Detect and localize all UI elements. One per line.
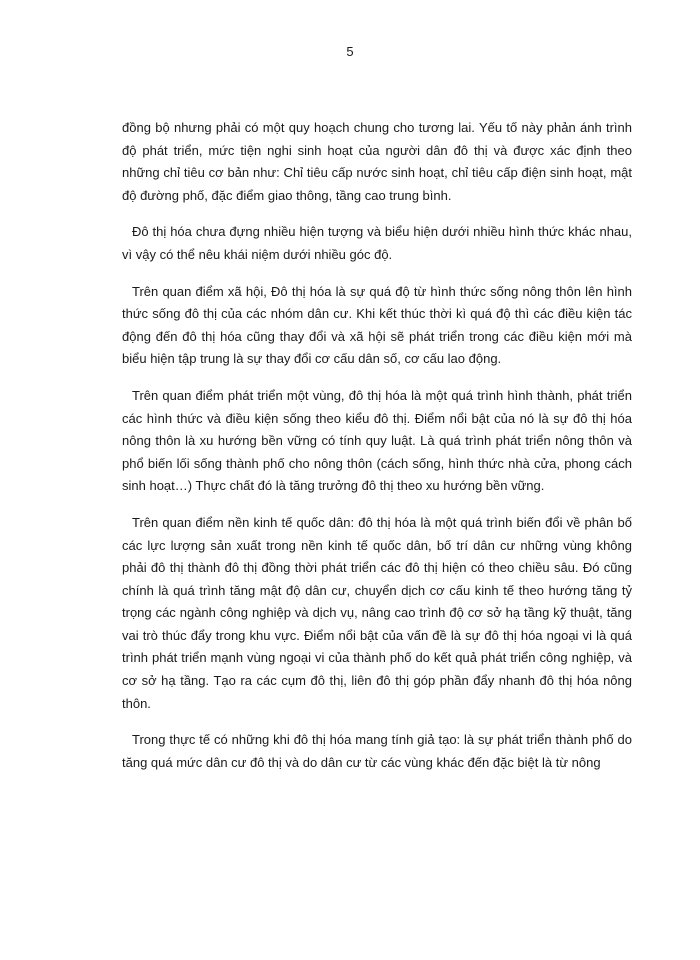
paragraph-regional-viewpoint: Trên quan điểm phát triển một vùng, đô thị hóa là một quá trình hình thành, phát triển các hình thức và điều kiện sống theo kiểu đô thị. Điểm nổi bật của nó là sự đô thị hóa nông thôn là xu hướng bền vững có tính quy luật. Là quá trình phát triển nông thôn và phổ biến lối sống thành phố cho nông thôn (cách sống, hình thức nhà cửa, phong cách sinh hoạt…) Thực chất đó là tăng trưởng đô thị theo xu hướng bền vững. — [122, 387, 632, 494]
paragraph-pseudo-urbanization: Trong thực tế có những khi đô thị hóa mang tính giả tạo: là sự phát triển thành phố do tăng quá mức dân cư đô thị và do dân cư từ các vùng khác đến đặc biệt là từ nông — [122, 732, 632, 770]
page-number: 5 — [346, 44, 354, 59]
paragraph-social-viewpoint: Trên quan điểm xã hội, Đô thị hóa là sự quá độ từ hình thức sống nông thôn lên hình thức sống đô thị của các nhóm dân cư. Khi kết thúc thời kì quá độ thì các điều kiện tác động đến đô thị hóa cũng thay đổi và xã hội sẽ phát triển trong các điều kiện mới mà biểu hiện tập trung là sự thay đổi cơ cấu dân số, cơ cấu lao động. — [122, 283, 632, 367]
paragraph-continuation: đồng bộ nhưng phải có một quy hoạch chung cho tương lai. Yếu tố này phản ánh trình độ phát triển, mức tiện nghi sinh hoạt của người dân đô thị và được xác định theo những chỉ tiêu cơ bản như: Chỉ tiêu cấp nước sinh hoạt, chỉ tiêu cấp điện sinh hoạt, mật độ đường phố, đặc điểm giao thông, tầng cao trung bình. — [122, 120, 632, 203]
paragraph-urbanization-forms: Đô thị hóa chưa đựng nhiều hiện tượng và biểu hiện dưới nhiều hình thức khác nhau, vì vậy có thể nêu khái niệm dưới nhiều góc độ. — [122, 224, 632, 262]
paragraph-economic-viewpoint: Trên quan điểm nền kinh tế quốc dân: đô thị hóa là một quá trình biến đổi về phân bố các lực lượng sản xuất trong nền kinh tế quốc dân, bố trí dân cư những vùng không phải đô thị thành đô thị đồng thời phát triển các đô thị hiện có theo chiều sâu. Đó cũng chính là quá trình tăng mật độ dân cư, chuyển dịch cơ cấu kinh tế theo hướng tăng tỷ trọng các ngành công nghiệp và dịch vụ, nâng cao trình độ cơ sở hạ tầng kỹ thuật, tăng vai trò thúc đẩy trong khu vực. Điểm nổi bật của vấn đề là sự đô thị hóa ngoại vi là quá trình phát triển mạnh vùng ngoại vi của thành phố do kết quả phát triển công nghiệp, và cơ sở hạ tầng. Tạo ra các cụm đô thị, liên đô thị góp phần đẩy nhanh đô thị hóa nông thôn. — [122, 514, 632, 711]
document-body — [122, 117, 632, 788]
